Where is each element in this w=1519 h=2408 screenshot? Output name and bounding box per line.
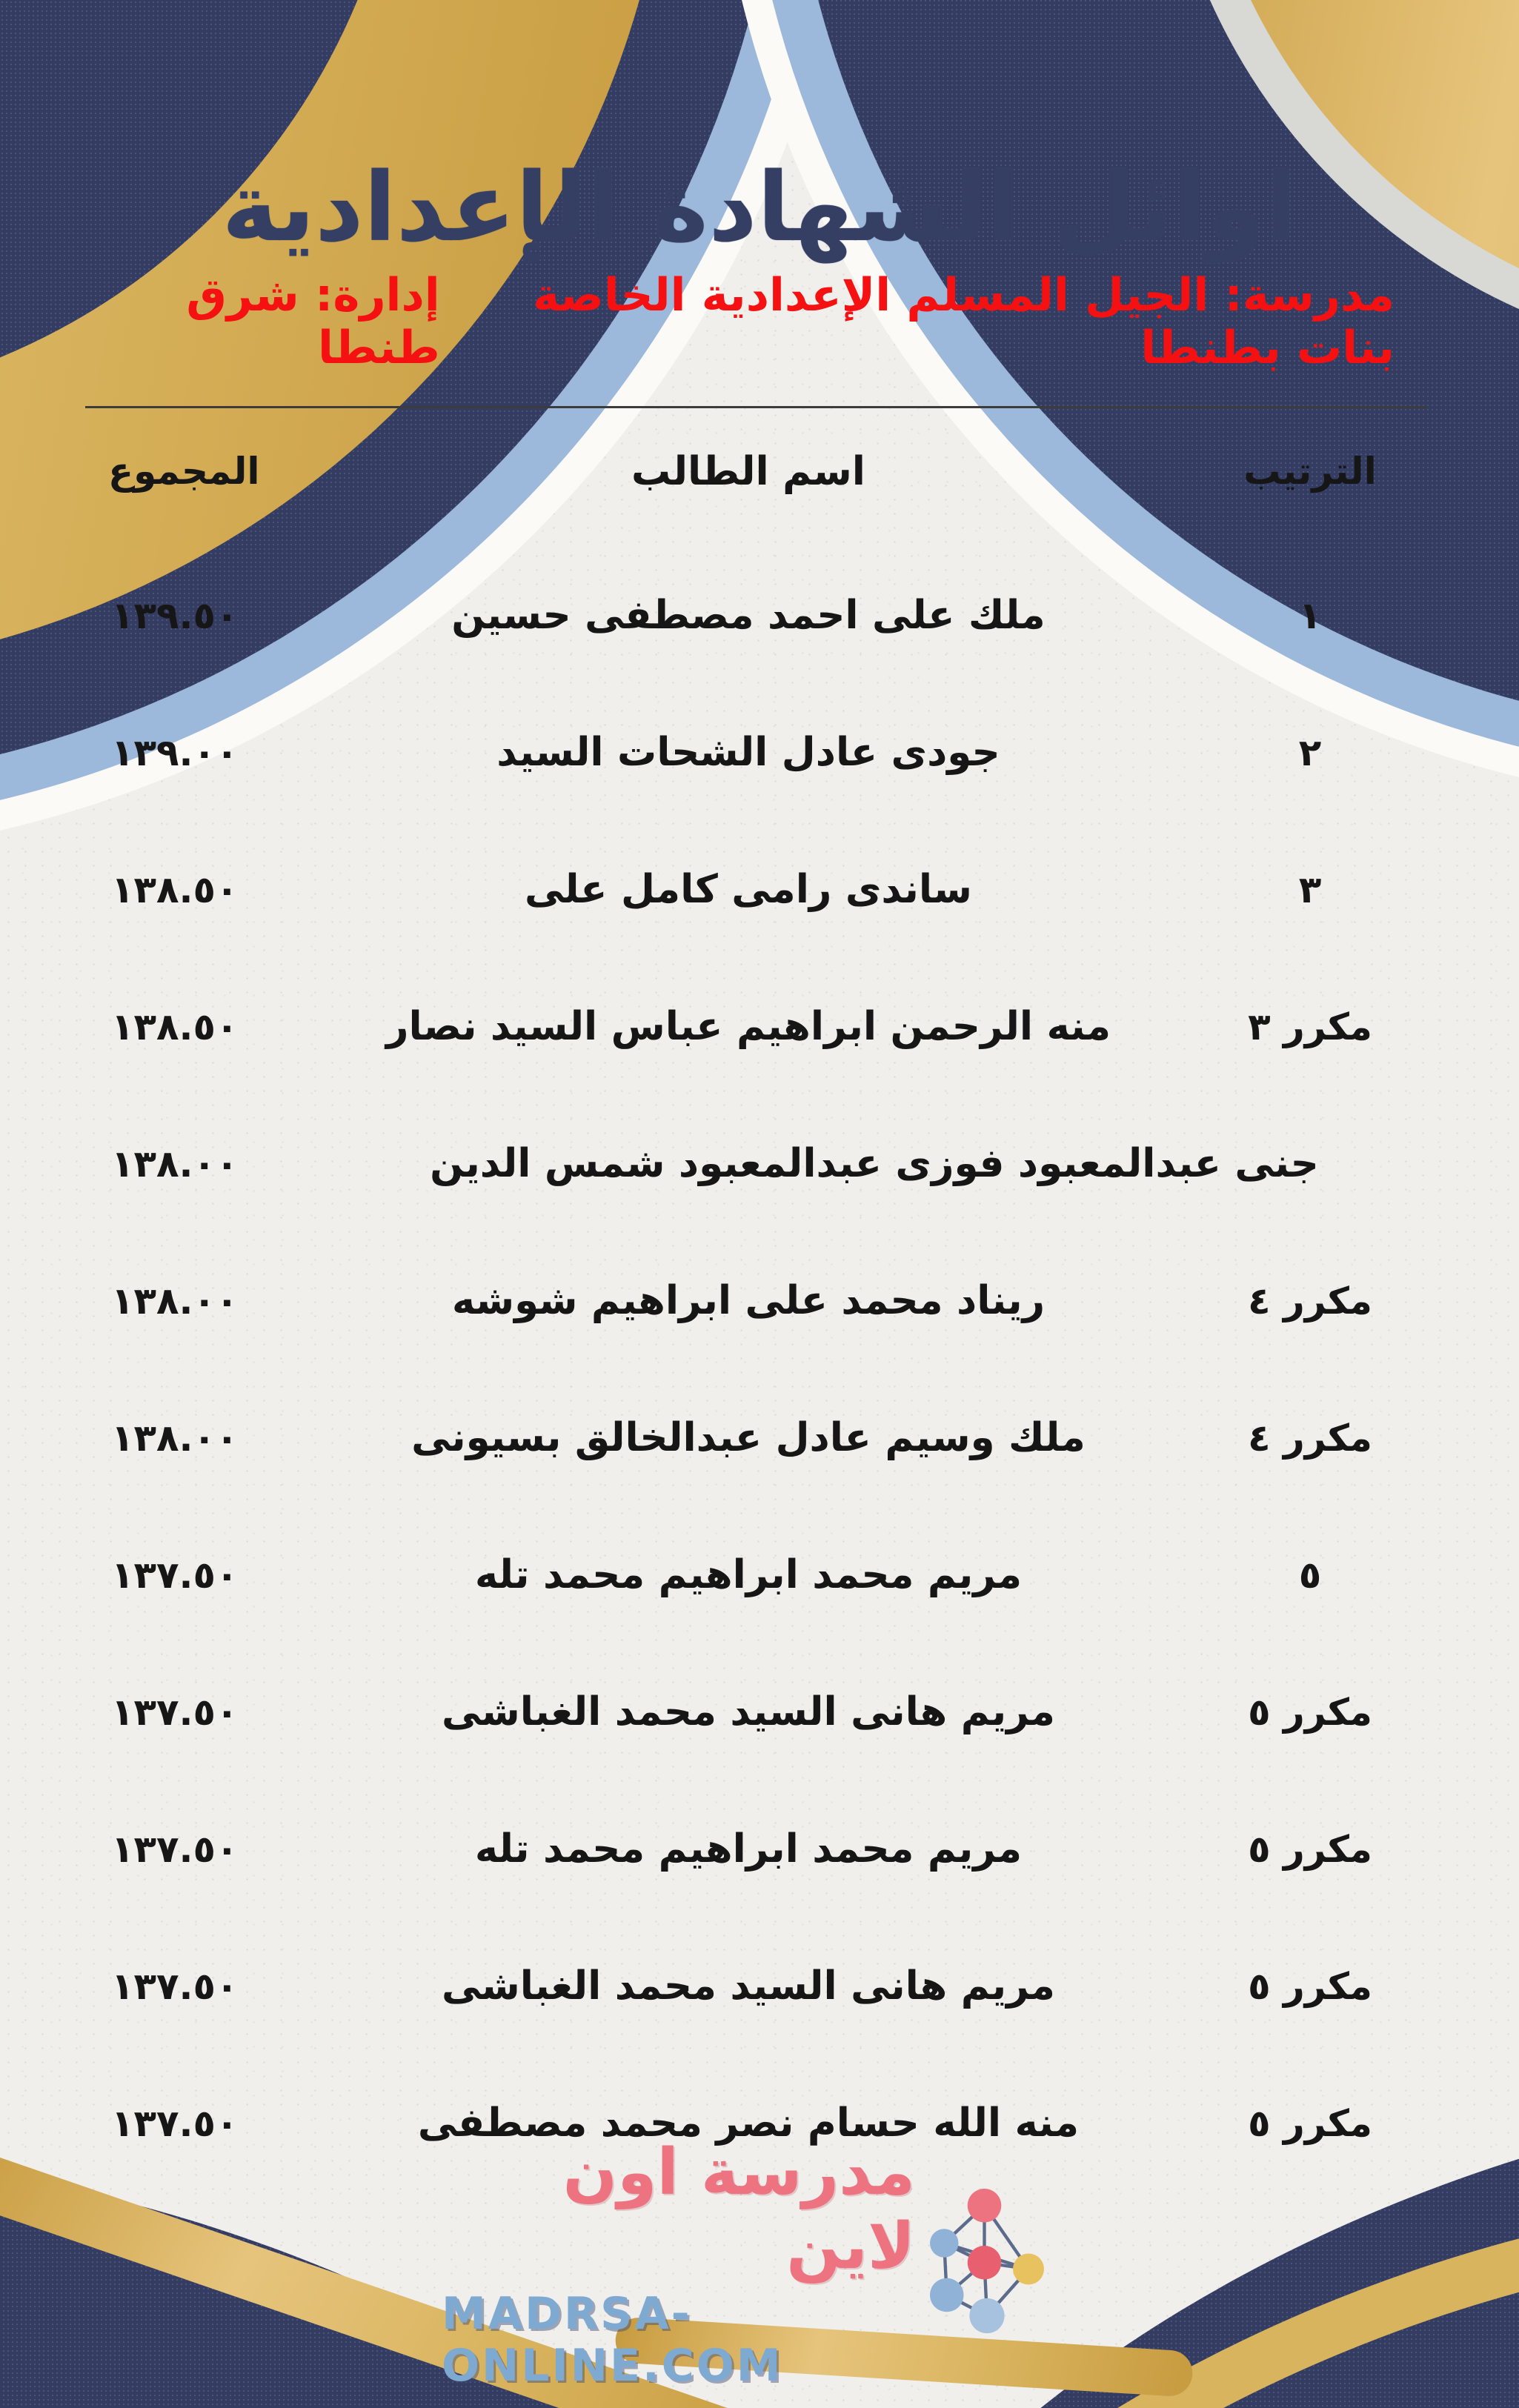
student-name: منه الرحمن ابراهيم عباس السيد نصار: [385, 1004, 1111, 1049]
rank-value: مكرر ٥: [1248, 1827, 1372, 1871]
table-row: [0, 1232, 1519, 1369]
logo-arabic-text: مدرسة اون لاين: [562, 2135, 915, 2284]
total-value: ١٣٩.٠٠: [111, 731, 239, 774]
rank-value: مكرر ٥: [1248, 1964, 1372, 2008]
rank-value: مكرر ٤: [1248, 1279, 1372, 1323]
madrsa-online-logo: [442, 2135, 1049, 2392]
student-name: مريم هانى السيد محمد الغباشى: [442, 1689, 1055, 1735]
results-list: [0, 547, 1519, 2192]
student-name: ريناد محمد على ابراهيم شوشه: [451, 1278, 1046, 1323]
logo-texts: [442, 2135, 915, 2392]
table-row: [0, 821, 1519, 958]
rank-value: مكرر ٥: [1248, 2101, 1372, 2145]
table-row: [0, 1918, 1519, 2055]
student-name: مريم هانى السيد محمد الغباشى: [442, 1963, 1055, 2009]
student-name: مريم محمد ابراهيم محمد تله: [474, 1552, 1023, 1597]
total-value: ١٣٧.٥٠: [111, 1690, 239, 1734]
rank-value: ١: [1298, 593, 1322, 637]
school-line: [0, 269, 1519, 374]
total-value: ١٣٨.٠٠: [111, 1279, 239, 1323]
rank-value: ٥: [1298, 1553, 1322, 1597]
logo-domain-text: MADRSA-ONLINE.COM: [442, 2288, 783, 2392]
total-value: ١٣٨.٥٠: [111, 868, 239, 911]
rank-value: ٣: [1298, 868, 1322, 911]
table-row: [0, 684, 1519, 821]
page-title: اوائل الشهادة الإعدادية: [222, 152, 1297, 263]
rank-value: ٢: [1298, 731, 1322, 774]
student-name: ملك وسيم عادل عبدالخالق بسيونى: [411, 1415, 1086, 1460]
table-row: [0, 1369, 1519, 1506]
header-rank: الترتيب: [1243, 450, 1377, 493]
table-row: [0, 1780, 1519, 1918]
total-value: ١٣٧.٥٠: [111, 1553, 239, 1597]
student-name: جودى عادل الشحات السيد: [496, 730, 1000, 775]
school-name: مدرسة: الجيل المسلم الإعدادية الخاصة بنات بطنطا: [532, 269, 1395, 374]
header-total: المجموع: [108, 450, 260, 493]
header-divider: [85, 406, 1426, 408]
table-row: [0, 1643, 1519, 1780]
rank-value: مكرر ٣: [1248, 1005, 1372, 1048]
total-value: ١٣٩.٥٠: [111, 593, 239, 637]
table-row: [0, 547, 1519, 684]
table-row: [0, 958, 1519, 1095]
network-graph-icon: [920, 2181, 1049, 2347]
rank-value: مكرر ٥: [1248, 1690, 1372, 1734]
table-row: [0, 1506, 1519, 1643]
student-name: ساندى رامى كامل على: [525, 867, 972, 912]
total-value: ١٣٧.٥٠: [111, 1964, 239, 2008]
rank-value: مكرر ٤: [1248, 1416, 1372, 1460]
total-value: ١٣٧.٥٠: [111, 2101, 239, 2145]
total-value: ١٣٧.٥٠: [111, 1827, 239, 1871]
table-row: [0, 1095, 1519, 1232]
total-value: ١٣٨.٠٠: [111, 1142, 239, 1185]
student-name: منه الله حسام نصر محمد مصطفى: [417, 2101, 1080, 2146]
header-name: اسم الطالب: [631, 448, 865, 494]
table-header: [0, 434, 1519, 508]
student-name: مريم محمد ابراهيم محمد تله: [474, 1826, 1023, 1872]
student-name: جنى عبدالمعبود فوزى عبدالمعبود شمس الدين: [430, 1141, 1319, 1186]
total-value: ١٣٨.٥٠: [111, 1005, 239, 1048]
administration-name: إدارة: شرق طنطا: [186, 269, 440, 374]
student-name: ملك على احمد مصطفى حسين: [451, 593, 1046, 638]
total-value: ١٣٨.٠٠: [111, 1416, 239, 1460]
